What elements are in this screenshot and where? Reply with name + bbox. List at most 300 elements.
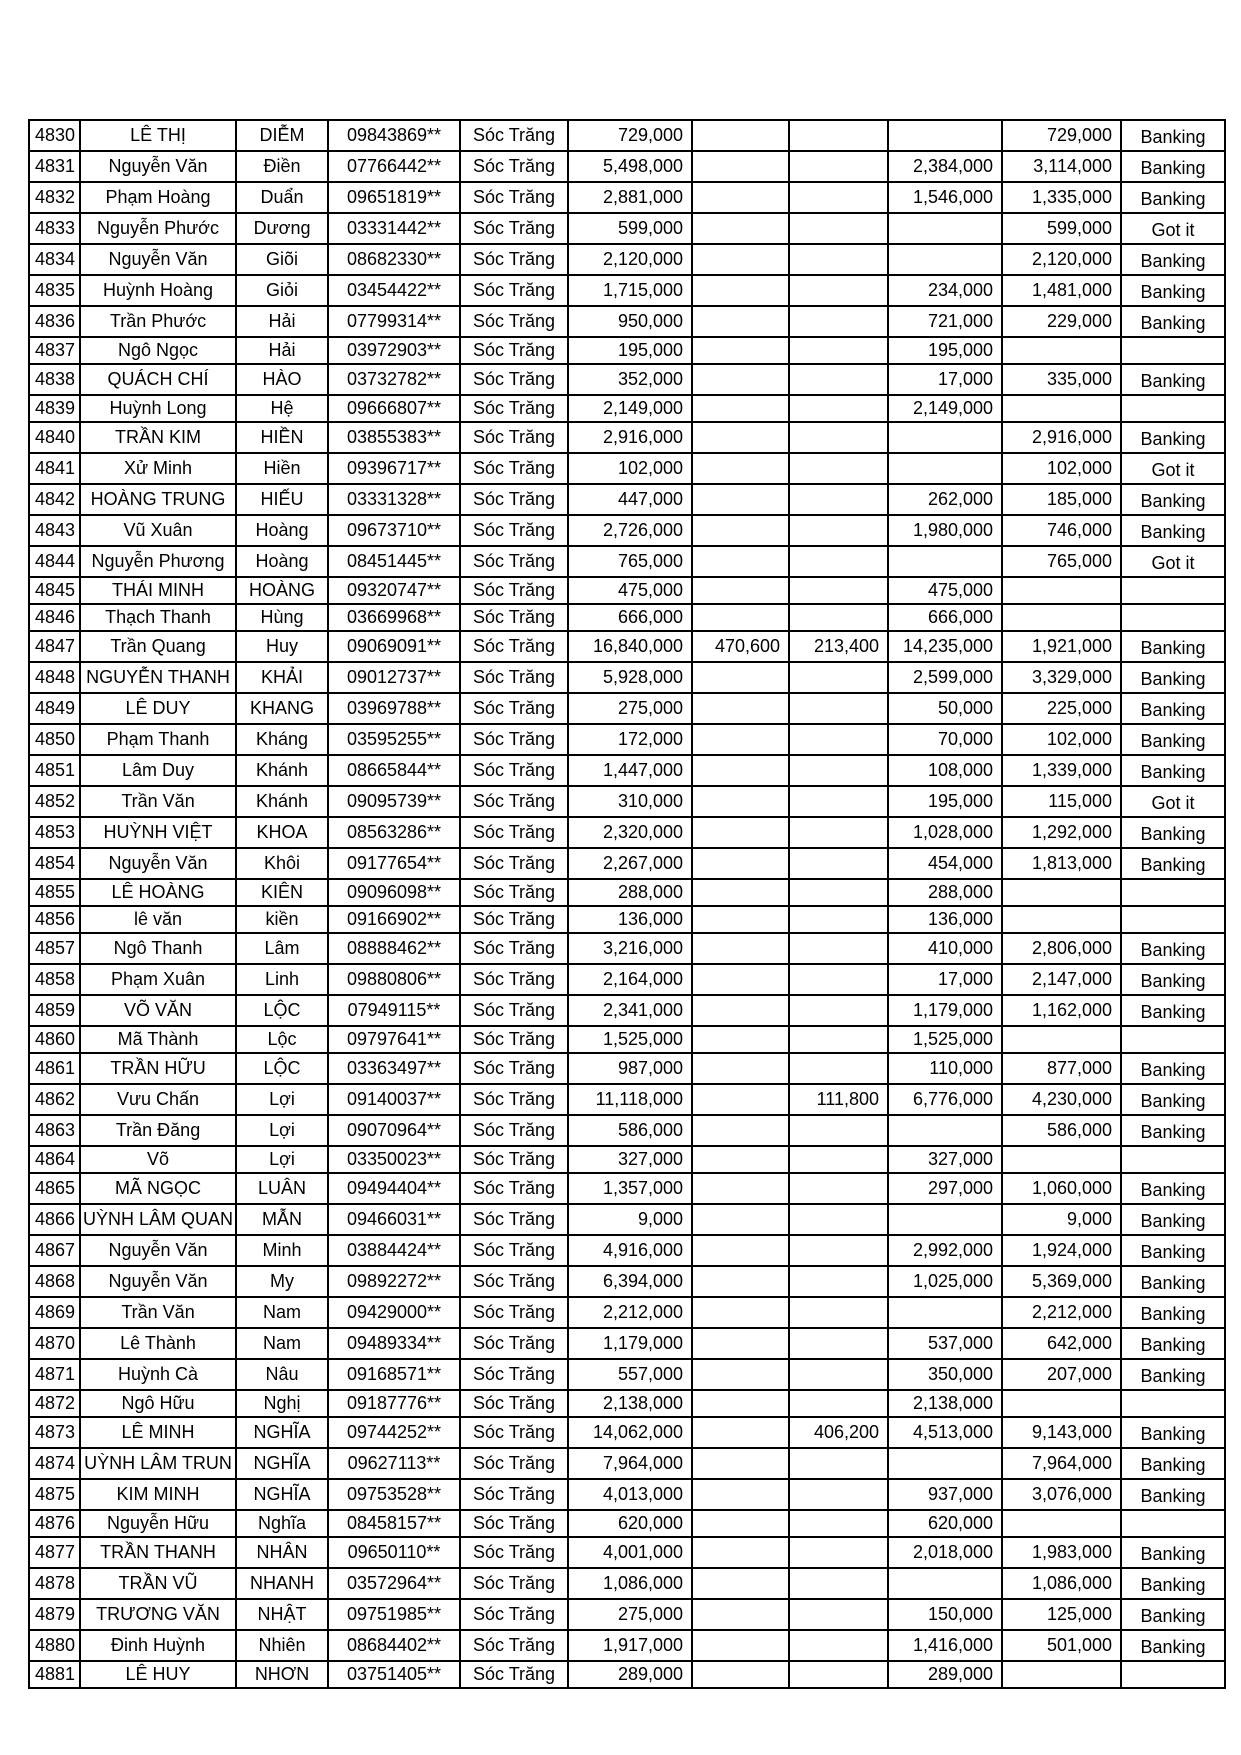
- total-amount-cell: 475,000: [568, 577, 692, 604]
- first-name-cell: LUÂN: [236, 1173, 328, 1204]
- phone-cell: 09751985**: [328, 1599, 460, 1630]
- first-name-cell: KHẢI: [236, 662, 328, 693]
- amount-col-3-cell: 17,000: [888, 964, 1002, 995]
- amount-col-4-cell: 2,120,000: [1002, 244, 1121, 275]
- amount-col-1-cell: [692, 244, 789, 275]
- payment-method-cell: Banking: [1121, 1630, 1225, 1661]
- payment-method-cell: Banking: [1121, 120, 1225, 151]
- total-amount-cell: 3,216,000: [568, 933, 692, 964]
- table-row: [29, 244, 1225, 275]
- table-row: [29, 933, 1225, 964]
- amount-col-3-cell: 2,384,000: [888, 151, 1002, 182]
- amount-col-2-cell: [789, 1204, 888, 1235]
- first-name-cell: HIỀN: [236, 422, 328, 453]
- first-name-cell: Nâu: [236, 1359, 328, 1390]
- total-amount-cell: 2,267,000: [568, 848, 692, 879]
- province-cell: Sóc Trăng: [460, 879, 568, 906]
- amount-col-4-cell: 642,000: [1002, 1328, 1121, 1359]
- amount-col-3-cell: 2,018,000: [888, 1537, 1002, 1568]
- first-name-cell: Giỏi: [236, 275, 328, 306]
- last-name-cell: Huỳnh Hoàng: [80, 275, 236, 306]
- province-cell: Sóc Trăng: [460, 1417, 568, 1448]
- last-name-cell: Nguyễn Văn: [80, 151, 236, 182]
- amount-col-4-cell: 1,162,000: [1002, 995, 1121, 1026]
- phone-cell: 03331442**: [328, 213, 460, 244]
- first-name-cell: Lợi: [236, 1115, 328, 1146]
- payment-method-cell: Got it: [1121, 453, 1225, 484]
- last-name-cell: TRẦN HỮU: [80, 1053, 236, 1084]
- total-amount-cell: 1,086,000: [568, 1568, 692, 1599]
- amount-col-3-cell: [888, 453, 1002, 484]
- amount-col-2-cell: [789, 879, 888, 906]
- first-name-cell: HIẾU: [236, 484, 328, 515]
- first-name-cell: KHOA: [236, 817, 328, 848]
- last-name-cell: Ngô Ngọc: [80, 337, 236, 364]
- amount-col-4-cell: 225,000: [1002, 693, 1121, 724]
- last-name-cell: UỲNH LÂM QUAN: [80, 1204, 236, 1235]
- phone-cell: 08563286**: [328, 817, 460, 848]
- payment-method-cell: Banking: [1121, 1235, 1225, 1266]
- total-amount-cell: 5,928,000: [568, 662, 692, 693]
- amount-col-1-cell: [692, 786, 789, 817]
- total-amount-cell: 2,138,000: [568, 1390, 692, 1417]
- first-name-cell: NGHĨA: [236, 1417, 328, 1448]
- amount-col-2-cell: [789, 1328, 888, 1359]
- row-id-cell: 4877: [29, 1537, 80, 1568]
- first-name-cell: KHANG: [236, 693, 328, 724]
- payment-method-cell: [1121, 577, 1225, 604]
- row-id-cell: 4859: [29, 995, 80, 1026]
- amount-col-3-cell: 2,138,000: [888, 1390, 1002, 1417]
- amount-col-3-cell: [888, 1568, 1002, 1599]
- phone-cell: 09666807**: [328, 395, 460, 422]
- first-name-cell: HÀO: [236, 364, 328, 395]
- amount-col-2-cell: [789, 995, 888, 1026]
- payment-method-cell: Banking: [1121, 422, 1225, 453]
- row-id-cell: 4848: [29, 662, 80, 693]
- amount-col-1-cell: [692, 1479, 789, 1510]
- province-cell: Sóc Trăng: [460, 1115, 568, 1146]
- amount-col-3-cell: [888, 120, 1002, 151]
- amount-col-2-cell: 111,800: [789, 1084, 888, 1115]
- phone-cell: 08684402**: [328, 1630, 460, 1661]
- table-row: [29, 1417, 1225, 1448]
- row-id-cell: 4869: [29, 1297, 80, 1328]
- total-amount-cell: 327,000: [568, 1146, 692, 1173]
- phone-cell: 09753528**: [328, 1479, 460, 1510]
- first-name-cell: MẪN: [236, 1204, 328, 1235]
- row-id-cell: 4881: [29, 1661, 80, 1688]
- row-id-cell: 4864: [29, 1146, 80, 1173]
- payment-method-cell: Got it: [1121, 213, 1225, 244]
- total-amount-cell: 16,840,000: [568, 631, 692, 662]
- province-cell: Sóc Trăng: [460, 546, 568, 577]
- first-name-cell: Hùng: [236, 604, 328, 631]
- first-name-cell: Hải: [236, 337, 328, 364]
- province-cell: Sóc Trăng: [460, 1661, 568, 1688]
- province-cell: Sóc Trăng: [460, 151, 568, 182]
- amount-col-3-cell: 1,980,000: [888, 515, 1002, 546]
- amount-col-3-cell: 234,000: [888, 275, 1002, 306]
- last-name-cell: Trần Phước: [80, 306, 236, 337]
- first-name-cell: Hoàng: [236, 515, 328, 546]
- amount-col-2-cell: [789, 604, 888, 631]
- amount-col-4-cell: 4,230,000: [1002, 1084, 1121, 1115]
- payment-method-cell: [1121, 906, 1225, 933]
- row-id-cell: 4847: [29, 631, 80, 662]
- row-id-cell: 4837: [29, 337, 80, 364]
- province-cell: Sóc Trăng: [460, 1084, 568, 1115]
- phone-cell: 03454422**: [328, 275, 460, 306]
- table-row: [29, 604, 1225, 631]
- phone-cell: 03331328**: [328, 484, 460, 515]
- province-cell: Sóc Trăng: [460, 1053, 568, 1084]
- phone-cell: 09797641**: [328, 1026, 460, 1053]
- table-row: [29, 1479, 1225, 1510]
- amount-col-2-cell: [789, 337, 888, 364]
- payment-method-cell: Banking: [1121, 631, 1225, 662]
- province-cell: Sóc Trăng: [460, 724, 568, 755]
- amount-col-2-cell: [789, 1359, 888, 1390]
- amount-col-3-cell: 262,000: [888, 484, 1002, 515]
- row-id-cell: 4872: [29, 1390, 80, 1417]
- table-row: [29, 1204, 1225, 1235]
- table-row: [29, 515, 1225, 546]
- first-name-cell: Khôi: [236, 848, 328, 879]
- table-row: [29, 453, 1225, 484]
- province-cell: Sóc Trăng: [460, 906, 568, 933]
- total-amount-cell: 1,525,000: [568, 1026, 692, 1053]
- amount-col-4-cell: 1,339,000: [1002, 755, 1121, 786]
- row-id-cell: 4849: [29, 693, 80, 724]
- payment-method-cell: Banking: [1121, 1537, 1225, 1568]
- amount-col-1-cell: [692, 1204, 789, 1235]
- last-name-cell: Vưu Chấn: [80, 1084, 236, 1115]
- amount-col-3-cell: 937,000: [888, 1479, 1002, 1510]
- table-row: [29, 1235, 1225, 1266]
- last-name-cell: LÊ HOÀNG: [80, 879, 236, 906]
- table-row: [29, 906, 1225, 933]
- payment-method-cell: Banking: [1121, 995, 1225, 1026]
- last-name-cell: VÕ VĂN: [80, 995, 236, 1026]
- phone-cell: 03969788**: [328, 693, 460, 724]
- total-amount-cell: 275,000: [568, 693, 692, 724]
- last-name-cell: lê văn: [80, 906, 236, 933]
- amount-col-2-cell: [789, 546, 888, 577]
- row-id-cell: 4865: [29, 1173, 80, 1204]
- row-id-cell: 4875: [29, 1479, 80, 1510]
- amount-col-4-cell: 9,000: [1002, 1204, 1121, 1235]
- province-cell: Sóc Trăng: [460, 395, 568, 422]
- table-row: [29, 364, 1225, 395]
- province-cell: Sóc Trăng: [460, 755, 568, 786]
- table-row: [29, 879, 1225, 906]
- phone-cell: 09012737**: [328, 662, 460, 693]
- amount-col-4-cell: 877,000: [1002, 1053, 1121, 1084]
- amount-col-2-cell: [789, 662, 888, 693]
- row-id-cell: 4876: [29, 1510, 80, 1537]
- row-id-cell: 4843: [29, 515, 80, 546]
- amount-col-2-cell: [789, 933, 888, 964]
- last-name-cell: Mã Thành: [80, 1026, 236, 1053]
- total-amount-cell: 2,916,000: [568, 422, 692, 453]
- row-id-cell: 4835: [29, 275, 80, 306]
- first-name-cell: NGHĨA: [236, 1448, 328, 1479]
- total-amount-cell: 2,120,000: [568, 244, 692, 275]
- amount-col-2-cell: [789, 1537, 888, 1568]
- amount-col-1-cell: [692, 337, 789, 364]
- total-amount-cell: 352,000: [568, 364, 692, 395]
- payment-method-cell: Banking: [1121, 306, 1225, 337]
- amount-col-2-cell: [789, 151, 888, 182]
- phone-cell: 09095739**: [328, 786, 460, 817]
- total-amount-cell: 2,726,000: [568, 515, 692, 546]
- payment-method-cell: [1121, 337, 1225, 364]
- province-cell: Sóc Trăng: [460, 786, 568, 817]
- row-id-cell: 4858: [29, 964, 80, 995]
- amount-col-3-cell: 1,025,000: [888, 1266, 1002, 1297]
- first-name-cell: NHÂN: [236, 1537, 328, 1568]
- amount-col-3-cell: 666,000: [888, 604, 1002, 631]
- amount-col-2-cell: [789, 213, 888, 244]
- last-name-cell: Nguyễn Văn: [80, 1266, 236, 1297]
- amount-col-3-cell: 2,599,000: [888, 662, 1002, 693]
- last-name-cell: LÊ THỊ: [80, 120, 236, 151]
- table-body: [29, 120, 1225, 1688]
- table-row: [29, 546, 1225, 577]
- last-name-cell: Nguyễn Văn: [80, 1235, 236, 1266]
- phone-cell: 08451445**: [328, 546, 460, 577]
- payment-method-cell: Banking: [1121, 1204, 1225, 1235]
- payment-method-cell: Banking: [1121, 275, 1225, 306]
- amount-col-2-cell: [789, 693, 888, 724]
- last-name-cell: Thạch Thanh: [80, 604, 236, 631]
- province-cell: Sóc Trăng: [460, 1026, 568, 1053]
- first-name-cell: Minh: [236, 1235, 328, 1266]
- amount-col-4-cell: [1002, 337, 1121, 364]
- row-id-cell: 4854: [29, 848, 80, 879]
- last-name-cell: LÊ HUY: [80, 1661, 236, 1688]
- amount-col-2-cell: [789, 515, 888, 546]
- row-id-cell: 4839: [29, 395, 80, 422]
- amount-col-1-cell: [692, 1146, 789, 1173]
- amount-col-4-cell: 1,335,000: [1002, 182, 1121, 213]
- first-name-cell: kiền: [236, 906, 328, 933]
- phone-cell: 09489334**: [328, 1328, 460, 1359]
- province-cell: Sóc Trăng: [460, 662, 568, 693]
- total-amount-cell: 7,964,000: [568, 1448, 692, 1479]
- amount-col-1-cell: [692, 906, 789, 933]
- row-id-cell: 4846: [29, 604, 80, 631]
- amount-col-3-cell: 50,000: [888, 693, 1002, 724]
- amount-col-3-cell: 537,000: [888, 1328, 1002, 1359]
- amount-col-3-cell: 721,000: [888, 306, 1002, 337]
- first-name-cell: Khánh: [236, 786, 328, 817]
- amount-col-3-cell: [888, 546, 1002, 577]
- amount-col-1-cell: [692, 1235, 789, 1266]
- amount-col-4-cell: 7,964,000: [1002, 1448, 1121, 1479]
- row-id-cell: 4834: [29, 244, 80, 275]
- amount-col-4-cell: [1002, 1026, 1121, 1053]
- total-amount-cell: 4,013,000: [568, 1479, 692, 1510]
- amount-col-4-cell: 185,000: [1002, 484, 1121, 515]
- amount-col-3-cell: 475,000: [888, 577, 1002, 604]
- amount-col-1-cell: [692, 817, 789, 848]
- phone-cell: 09892272**: [328, 1266, 460, 1297]
- amount-col-3-cell: [888, 1297, 1002, 1328]
- province-cell: Sóc Trăng: [460, 1510, 568, 1537]
- amount-col-4-cell: 2,916,000: [1002, 422, 1121, 453]
- amount-col-4-cell: [1002, 1146, 1121, 1173]
- total-amount-cell: 447,000: [568, 484, 692, 515]
- table-row: [29, 120, 1225, 151]
- total-amount-cell: 1,357,000: [568, 1173, 692, 1204]
- payment-method-cell: Banking: [1121, 244, 1225, 275]
- amount-col-4-cell: 1,921,000: [1002, 631, 1121, 662]
- first-name-cell: Nhiên: [236, 1630, 328, 1661]
- table-row: [29, 1390, 1225, 1417]
- province-cell: Sóc Trăng: [460, 364, 568, 395]
- phone-cell: 09744252**: [328, 1417, 460, 1448]
- amount-col-4-cell: 1,086,000: [1002, 1568, 1121, 1599]
- phone-cell: 08682330**: [328, 244, 460, 275]
- amount-col-1-cell: [692, 1115, 789, 1146]
- amount-col-2-cell: [789, 1630, 888, 1661]
- total-amount-cell: 5,498,000: [568, 151, 692, 182]
- table-row: [29, 1053, 1225, 1084]
- payment-method-cell: Banking: [1121, 693, 1225, 724]
- row-id-cell: 4860: [29, 1026, 80, 1053]
- amount-col-3-cell: [888, 213, 1002, 244]
- phone-cell: 09166902**: [328, 906, 460, 933]
- amount-col-4-cell: 2,212,000: [1002, 1297, 1121, 1328]
- last-name-cell: LÊ DUY: [80, 693, 236, 724]
- province-cell: Sóc Trăng: [460, 817, 568, 848]
- last-name-cell: Trần Văn: [80, 786, 236, 817]
- phone-cell: 09320747**: [328, 577, 460, 604]
- table-row: [29, 1568, 1225, 1599]
- amount-col-4-cell: 2,806,000: [1002, 933, 1121, 964]
- amount-col-3-cell: 70,000: [888, 724, 1002, 755]
- amount-col-4-cell: 102,000: [1002, 724, 1121, 755]
- amount-col-4-cell: 501,000: [1002, 1630, 1121, 1661]
- province-cell: Sóc Trăng: [460, 275, 568, 306]
- first-name-cell: Duẩn: [236, 182, 328, 213]
- amount-col-4-cell: [1002, 395, 1121, 422]
- amount-col-3-cell: 327,000: [888, 1146, 1002, 1173]
- last-name-cell: Huỳnh Long: [80, 395, 236, 422]
- table-row: [29, 1173, 1225, 1204]
- amount-col-2-cell: [789, 1479, 888, 1510]
- last-name-cell: Lâm Duy: [80, 755, 236, 786]
- phone-cell: 09466031**: [328, 1204, 460, 1235]
- phone-cell: 09494404**: [328, 1173, 460, 1204]
- total-amount-cell: 14,062,000: [568, 1417, 692, 1448]
- last-name-cell: Nguyễn Văn: [80, 244, 236, 275]
- last-name-cell: UỲNH LÂM TRUN: [80, 1448, 236, 1479]
- phone-cell: 09396717**: [328, 453, 460, 484]
- amount-col-1-cell: [692, 453, 789, 484]
- amount-col-2-cell: [789, 906, 888, 933]
- total-amount-cell: 765,000: [568, 546, 692, 577]
- province-cell: Sóc Trăng: [460, 422, 568, 453]
- phone-cell: 03732782**: [328, 364, 460, 395]
- table-row: [29, 395, 1225, 422]
- amount-col-4-cell: 229,000: [1002, 306, 1121, 337]
- province-cell: Sóc Trăng: [460, 453, 568, 484]
- amount-col-3-cell: [888, 244, 1002, 275]
- amount-col-4-cell: 335,000: [1002, 364, 1121, 395]
- table-row: [29, 1448, 1225, 1479]
- payment-method-cell: [1121, 1510, 1225, 1537]
- table-row: [29, 1328, 1225, 1359]
- table-row: [29, 817, 1225, 848]
- total-amount-cell: 599,000: [568, 213, 692, 244]
- amount-col-1-cell: [692, 1026, 789, 1053]
- payment-method-cell: Banking: [1121, 1115, 1225, 1146]
- amount-col-2-cell: [789, 577, 888, 604]
- province-cell: Sóc Trăng: [460, 1235, 568, 1266]
- amount-col-3-cell: 110,000: [888, 1053, 1002, 1084]
- payment-method-cell: [1121, 1661, 1225, 1688]
- total-amount-cell: 1,447,000: [568, 755, 692, 786]
- amount-col-1-cell: [692, 1630, 789, 1661]
- last-name-cell: Phạm Xuân: [80, 964, 236, 995]
- table-row: [29, 964, 1225, 995]
- last-name-cell: Nguyễn Phương: [80, 546, 236, 577]
- last-name-cell: NGUYỄN THANH: [80, 662, 236, 693]
- amount-col-3-cell: 4,513,000: [888, 1417, 1002, 1448]
- amount-col-2-cell: [789, 422, 888, 453]
- table-row: [29, 182, 1225, 213]
- province-cell: Sóc Trăng: [460, 1599, 568, 1630]
- province-cell: Sóc Trăng: [460, 1297, 568, 1328]
- total-amount-cell: 4,916,000: [568, 1235, 692, 1266]
- table-row: [29, 1359, 1225, 1390]
- table-row: [29, 1266, 1225, 1297]
- payment-method-cell: Banking: [1121, 848, 1225, 879]
- table-row: [29, 786, 1225, 817]
- table-row: [29, 213, 1225, 244]
- amount-col-1-cell: [692, 1173, 789, 1204]
- first-name-cell: Nghĩa: [236, 1510, 328, 1537]
- row-id-cell: 4874: [29, 1448, 80, 1479]
- amount-col-1-cell: [692, 995, 789, 1026]
- amount-col-1-cell: [692, 693, 789, 724]
- amount-col-1-cell: [692, 515, 789, 546]
- row-id-cell: 4856: [29, 906, 80, 933]
- row-id-cell: 4833: [29, 213, 80, 244]
- phone-cell: 09880806**: [328, 964, 460, 995]
- total-amount-cell: 2,341,000: [568, 995, 692, 1026]
- amount-col-4-cell: [1002, 906, 1121, 933]
- amount-col-2-cell: [789, 1053, 888, 1084]
- payment-method-cell: Banking: [1121, 1297, 1225, 1328]
- amount-col-2-cell: [789, 755, 888, 786]
- first-name-cell: Khánh: [236, 755, 328, 786]
- amount-col-1-cell: [692, 1053, 789, 1084]
- phone-cell: 03595255**: [328, 724, 460, 755]
- amount-col-3-cell: 1,028,000: [888, 817, 1002, 848]
- last-name-cell: Trần Đăng: [80, 1115, 236, 1146]
- payment-method-cell: Got it: [1121, 786, 1225, 817]
- province-cell: Sóc Trăng: [460, 1146, 568, 1173]
- payment-method-cell: Banking: [1121, 515, 1225, 546]
- last-name-cell: Nguyễn Hữu: [80, 1510, 236, 1537]
- province-cell: Sóc Trăng: [460, 120, 568, 151]
- row-id-cell: 4852: [29, 786, 80, 817]
- phone-cell: 07949115**: [328, 995, 460, 1026]
